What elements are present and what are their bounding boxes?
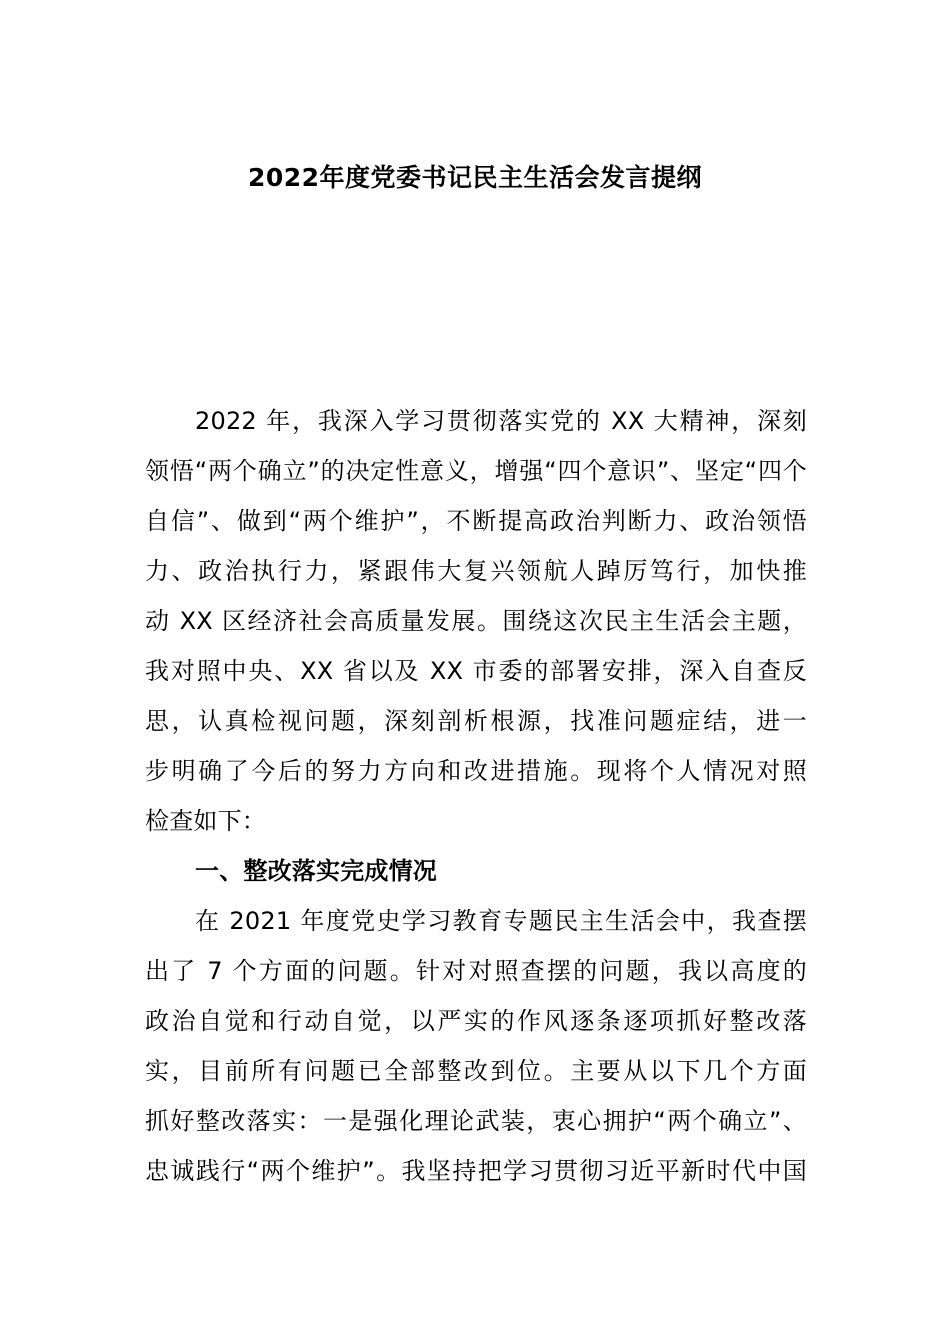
paragraph-line: 实，目前所有问题已全部整改到位。主要从以下几个方面	[145, 1057, 807, 1085]
paragraph-line: 2022 年，我深入学习贯彻落实党的 XX 大精神，深刻	[195, 407, 807, 435]
paragraph-line: 思，认真检视问题，深刻剖析根源，找准问题症结，进一	[145, 707, 807, 735]
paragraph-line: 动 XX 区经济社会高质量发展。围绕这次民主生活会主题，	[145, 607, 807, 635]
paragraph-line: 步明确了今后的努力方向和改进措施。现将个人情况对照	[145, 757, 807, 785]
paragraph-line: 力、政治执行力，紧跟伟大复兴领航人踔厉笃行，加快推	[145, 557, 807, 585]
paragraph-line: 在 2021 年度党史学习教育专题民主生活会中，我查摆	[195, 907, 807, 935]
intro-paragraph	[145, 396, 807, 846]
paragraph-line: 政治自觉和行动自觉，以严实的作风逐条逐项抓好整改落	[145, 1007, 807, 1035]
paragraph-line: 忠诚践行“两个维护”。我坚持把学习贯彻习近平新时代中国	[145, 1157, 807, 1185]
section-heading: 一、整改落实完成情况	[195, 857, 437, 885]
document-body	[145, 396, 807, 1196]
paragraph-line: 抓好整改落实：一是强化理论武装，衷心拥护“两个确立”、	[145, 1107, 807, 1135]
paragraph-line: 我对照中央、XX 省以及 XX 市委的部署安排，深入自查反	[145, 657, 807, 685]
document-title: 2022年度党委书记民主生活会发言提纲	[247, 163, 703, 192]
paragraph-line: 出了 7 个方面的问题。针对对照查摆的问题，我以高度的	[145, 957, 807, 985]
paragraph-line: 领悟“两个确立”的决定性意义，增强“四个意识”、坚定“四个	[145, 457, 807, 485]
paragraph-line: 检查如下：	[145, 807, 266, 835]
rectification-paragraph	[145, 896, 807, 1196]
paragraph-line: 自信”、做到“两个维护”，不断提高政治判断力、政治领悟	[145, 507, 807, 535]
